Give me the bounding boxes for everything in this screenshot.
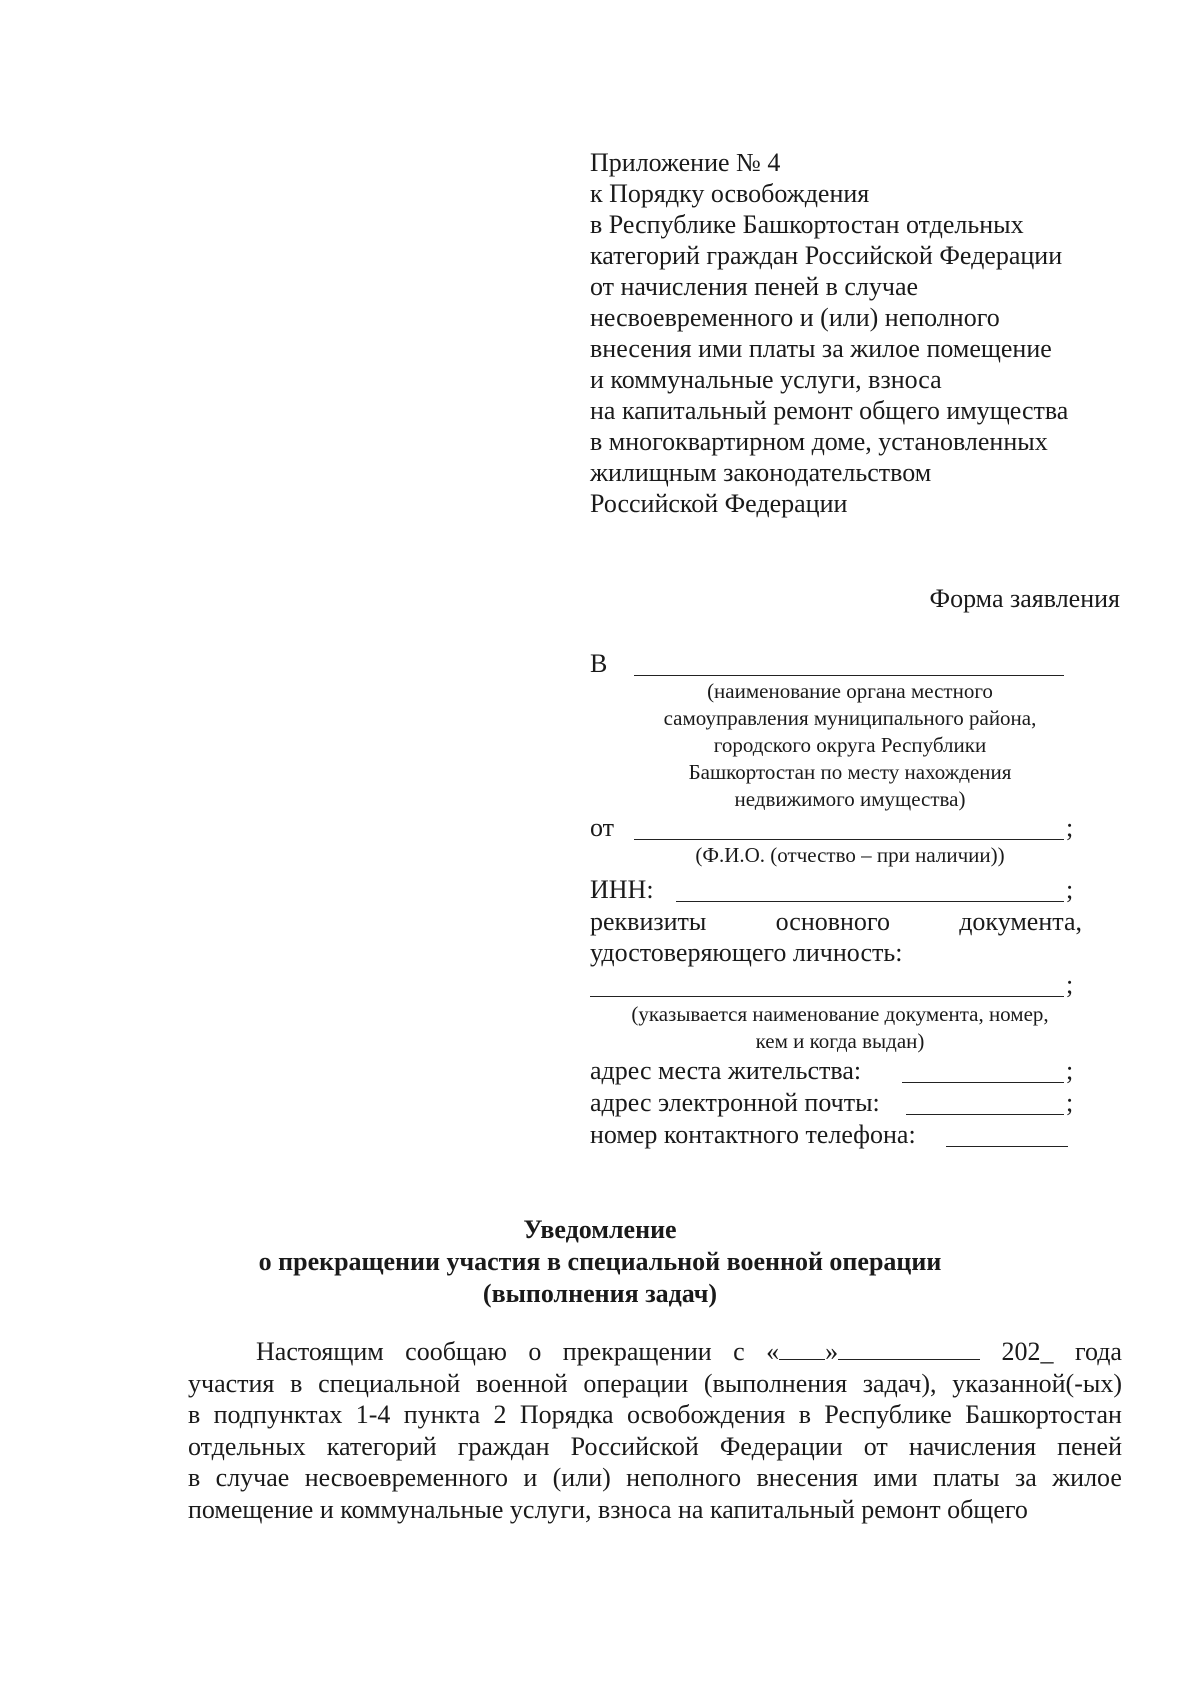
body-word: случае [215,1463,290,1492]
body-word: сообщаю [405,1337,507,1366]
appendix-header [590,147,1110,519]
to-prefix: В [590,649,608,678]
body-word: Российской [570,1431,699,1461]
body-word: граждан [457,1431,550,1461]
body-word: Настоящим [256,1337,384,1366]
email-label: адрес электронной почты: [590,1088,880,1117]
body-word: пункта [403,1400,481,1429]
caption-line: кем и когда выдан) [755,1029,925,1053]
body-word: неполного [626,1463,742,1492]
phone-field[interactable] [946,1146,1068,1147]
body-line [188,1494,1122,1526]
appendix-line: внесения ими платы за жилое помещение [590,334,1052,363]
recipient-field[interactable] [634,675,1064,676]
body-word: начисления [908,1431,1037,1461]
caption-line: недвижимого имущества) [734,787,966,811]
semicolon: ; [1066,813,1074,842]
body-word: указанной(-ых) [952,1368,1122,1398]
body-word: Республике [824,1400,952,1429]
body-word: в [188,1463,201,1492]
appendix-line: несвоевременного и (или) неполного [590,303,1000,332]
appendix-line: Российской Федерации [590,489,848,518]
address-field[interactable] [902,1082,1064,1083]
requisites-label [590,906,1082,937]
body-word: ими [873,1463,918,1492]
body-word: специальной [318,1368,461,1398]
body-word: подпунктах [213,1400,343,1429]
body-word: платы [933,1463,1000,1492]
quote-close: » [825,1337,839,1366]
appendix-line: категорий граждан Российской Федерации [590,241,1063,270]
notice-title-line: (выполнения задач) [482,1279,718,1308]
requisites-label-line2: удостоверяющего личность: [590,938,903,967]
body-word: 1-4 [355,1400,391,1429]
body-text: помещение и коммунальные услуги, взноса на капитальный ремонт общего [188,1494,1028,1524]
appendix-line: к Порядку освобождения [590,179,870,208]
body-word: в [188,1400,201,1429]
body-first-line [188,1336,1122,1368]
inn-label: ИНН: [590,875,654,904]
body-word: участия [188,1368,275,1398]
body-line [188,1368,1122,1400]
caption-line: (наименование органа местного [707,679,993,703]
body-word: о [528,1337,542,1366]
requisites-word: реквизиты [590,907,707,936]
body-word: (выполнения [703,1368,848,1398]
semicolon: ; [1066,970,1074,999]
body-word: от [863,1431,888,1461]
body-word: пеней [1057,1431,1122,1461]
body-word: несвоевременного [304,1463,508,1492]
day-field[interactable] [779,1337,825,1360]
body-word: года [1074,1337,1122,1366]
appendix-line: и коммунальные услуги, взноса [590,365,942,394]
body-line [188,1431,1122,1463]
phone-label: номер контактного телефона: [590,1120,916,1149]
requisites-word: документа, [959,907,1082,936]
body-word: Башкортостан [965,1400,1122,1429]
notice-body [188,1336,1122,1525]
date-blank [766,1336,980,1368]
notice-title-line: о прекращении участия в специальной военной операции [258,1247,942,1276]
identity-document-field[interactable] [590,996,1064,997]
requisites-word: основного [775,907,890,936]
body-word: в [290,1368,303,1398]
identity-document-caption [590,1001,1090,1055]
appendix-line: в Республике Башкортостан отдельных [590,210,1024,239]
body-word: прекращении [562,1337,712,1366]
fullname-field[interactable] [634,839,1064,840]
from-prefix: от [590,813,615,842]
caption-line: (указывается наименование документа, номер, [631,1002,1049,1026]
caption-line: городского округа Республики [713,733,987,757]
form-label: Форма заявления [929,584,1120,613]
appendix-line: жилищным законодательством [590,458,932,487]
inn-field[interactable] [676,901,1064,902]
address-label: адрес места жительства: [590,1056,862,1085]
month-field[interactable] [838,1337,980,1360]
body-word: внесения [756,1463,859,1492]
notice-title [0,1214,1200,1310]
body-word: Федерации [719,1431,843,1461]
body-word: жилое [1052,1463,1122,1492]
appendix-line: Приложение № 4 [590,148,781,177]
body-word: (или) [552,1463,611,1492]
appendix-line: в многоквартирном доме, установленных [590,427,1048,456]
body-word: с [733,1337,745,1366]
body-word: за [1015,1463,1037,1492]
quote-open: « [766,1337,780,1366]
semicolon: ; [1066,1088,1074,1117]
body-word: операции [583,1368,689,1398]
appendix-line: на капитальный ремонт общего имущества [590,396,1069,425]
body-line [188,1462,1122,1494]
body-word: Порядка [519,1400,614,1429]
body-word: отдельных [188,1431,306,1461]
recipient-caption [590,678,1110,813]
body-line [188,1399,1122,1431]
appendix-line: от начисления пеней в случае [590,272,919,301]
caption-line: самоуправления муниципального района, [663,706,1037,730]
body-word: категорий [326,1431,437,1461]
notice-title-line: Уведомление [523,1215,677,1244]
body-word: освобождения [626,1400,786,1429]
year-field[interactable]: 202_ [1001,1337,1054,1366]
fullname-caption: (Ф.И.О. (отчество – при наличии)) [695,843,1005,867]
semicolon: ; [1066,1056,1074,1085]
body-word: 2 [493,1400,507,1429]
body-word: задач), [862,1368,937,1398]
body-word: и [523,1463,538,1492]
caption-line: Башкортостан по месту нахождения [688,760,1012,784]
body-word: военной [476,1368,568,1398]
body-word: в [798,1400,811,1429]
semicolon: ; [1066,875,1074,904]
email-field[interactable] [906,1114,1064,1115]
